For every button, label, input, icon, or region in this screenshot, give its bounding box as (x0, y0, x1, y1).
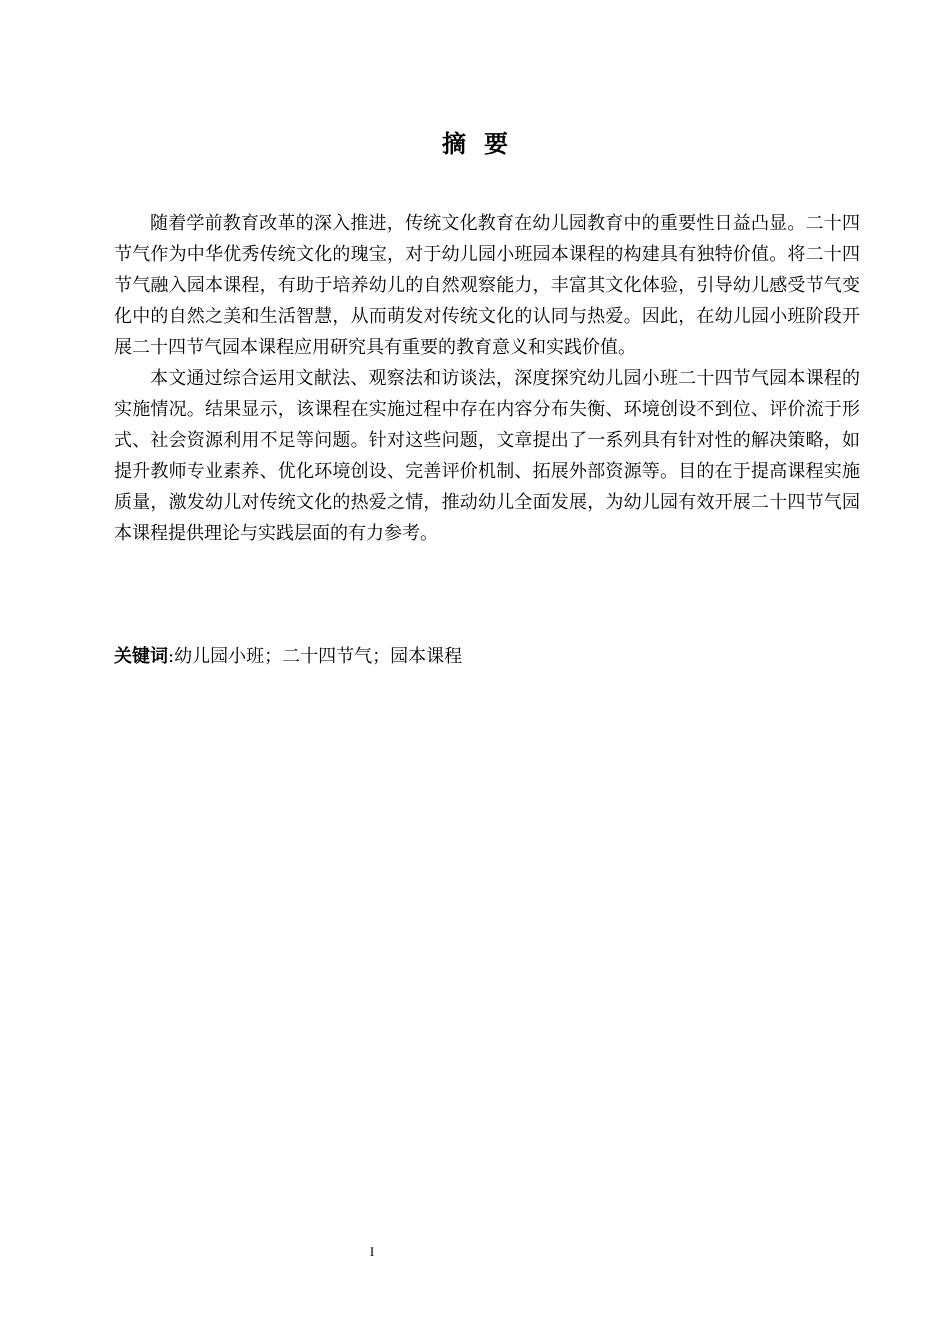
abstract-paragraph-1: 随着学前教育改革的深入推进，传统文化教育在幼儿园教育中的重要性日益凸显。二十四节气作为中华优秀传统文化的瑰宝，对于幼儿园小班园本课程的构建具有独特价值。将二十四节气融入园本课程，有助于培养幼儿的自然观察能力，丰富其文化体验，引导幼儿感受节气变化中的自然之美和生活智慧，从而萌发对传统文化的认同与热爱。因此，在幼儿园小班阶段开展二十四节气园本课程应用研究具有重要的教育意义和实践价值。 (114, 213, 860, 358)
keywords-separator: : (168, 646, 175, 667)
keywords-label: 关键词 (114, 646, 168, 667)
abstract-paragraph-2: 本文通过综合运用文献法、观察法和访谈法，深度探究幼儿园小班二十四节气园本课程的实施情况。结果显示，该课程在实施过程中存在内容分布失衡、环境创设不到位、评价流于形式、社会资源利用不足等问题。针对这些问题，文章提出了一系列具有针对性的解决策略，如提升教师专业素养、优化环境创设、完善评价机制、拓展外部资源等。目的在于提高课程实施质量，激发幼儿对传统文化的热爱之情，推动幼儿全面发展，为幼儿园有效开展二十四节气园本课程提供理论与实践层面的有力参考。 (114, 368, 860, 544)
keywords-line (114, 641, 860, 672)
abstract-body (114, 208, 860, 549)
keywords-list: 幼儿园小班；二十四节气；园本课程 (174, 646, 463, 667)
page-number: I (369, 1244, 375, 1259)
abstract-title: 摘要 (442, 130, 526, 158)
